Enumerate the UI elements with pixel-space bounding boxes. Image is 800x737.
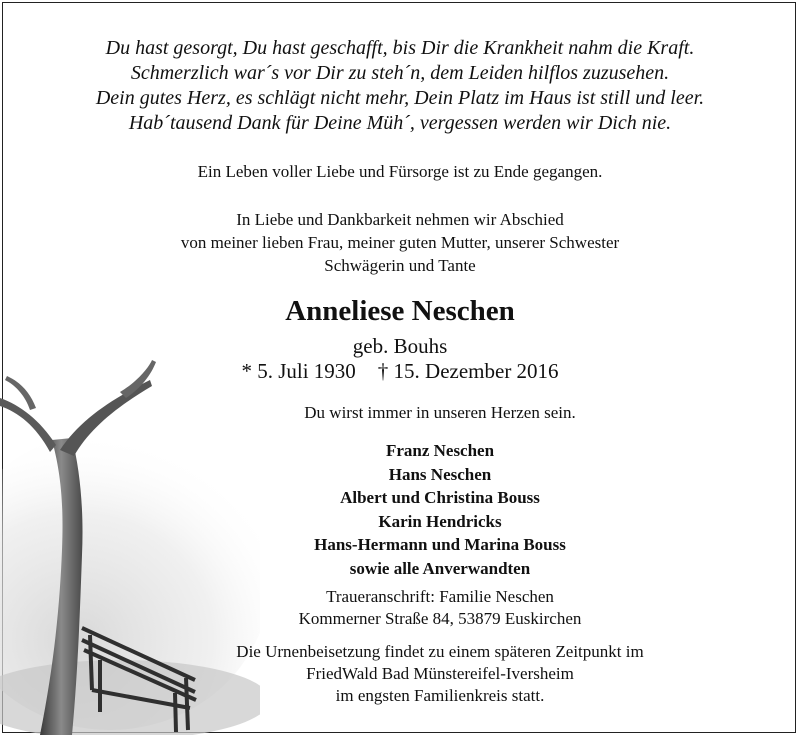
farewell-line: In Liebe und Dankbarkeit nehmen wir Abschied xyxy=(236,210,564,229)
birth-name: geb. Bouhs xyxy=(352,334,448,358)
poem-line: Schmerzlich war´s vor Dir zu steh´n, dem Leiden hilflos zuzusehen. xyxy=(130,62,670,84)
farewell-text xyxy=(0,208,800,277)
death-date: † 15. Dezember 2016 xyxy=(377,359,559,383)
mourner: Karin Hendricks xyxy=(378,511,502,531)
mourners-list xyxy=(215,439,665,580)
poem-line: Hab´tausend Dank für Deine Müh´, vergessen werden wir Dich nie. xyxy=(128,112,672,134)
tree-branch xyxy=(0,398,56,452)
burial-notice xyxy=(215,641,665,707)
mourning-address xyxy=(215,586,665,630)
mourner: Hans Neschen xyxy=(388,464,492,484)
mourner: Franz Neschen xyxy=(385,441,495,460)
birth-date: * 5. Juli 1930 xyxy=(241,359,356,383)
notice-line: Die Urnenbeisetzung findet zu einem späteren Zeitpunkt im xyxy=(236,642,644,661)
mourner: Hans-Hermann und Marina Bouss xyxy=(314,535,566,554)
mourner: Albert und Christina Bouss xyxy=(340,488,540,507)
address-line: Traueranschrift: Familie Neschen xyxy=(326,587,554,606)
intro-text: Ein Leben voller Liebe und Fürsorge ist zu Ende gegangen. xyxy=(197,162,603,181)
motto: Du wirst immer in unseren Herzen sein. xyxy=(304,403,576,422)
farewell-line: von meiner lieben Frau, meiner guten Mutter, unserer Schwester xyxy=(180,233,620,252)
mourner: sowie alle Anverwandten xyxy=(349,558,531,578)
farewell-line: Schwägerin und Tante xyxy=(324,256,476,275)
poem-line: Dein gutes Herz, es schlägt nicht mehr, Dein Platz im Haus ist still und leer. xyxy=(95,87,705,109)
notice-line: FriedWald Bad Münstereifel-Iversheim xyxy=(306,664,574,683)
notice-line: im engsten Familienkreis statt. xyxy=(335,686,545,705)
poem-line: Du hast gesorgt, Du hast geschafft, bis Dir die Krankheit nahm die Kraft. xyxy=(105,37,695,59)
poem xyxy=(0,36,800,136)
deceased-name: Anneliese Neschen xyxy=(285,295,515,327)
address-line: Kommerner Straße 84, 53879 Euskirchen xyxy=(298,609,582,628)
